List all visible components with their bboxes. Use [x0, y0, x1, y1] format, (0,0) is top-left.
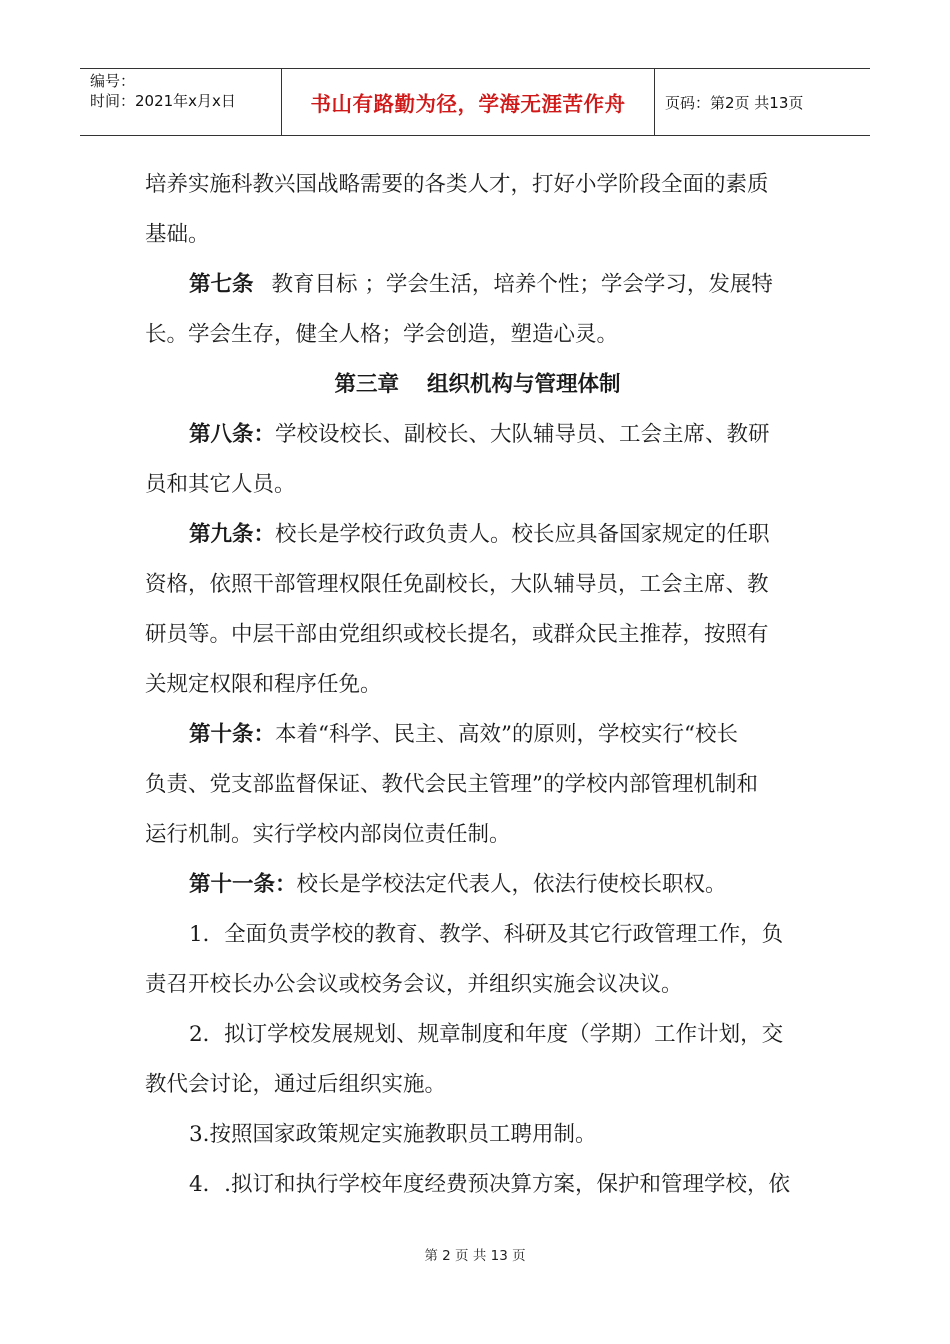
- article-11: [145, 860, 810, 910]
- paragraph-line: 员和其它人员。: [145, 472, 296, 497]
- chapter-heading: [145, 360, 810, 410]
- document-body: [145, 160, 810, 1210]
- document-number-label: 编号：: [90, 72, 136, 90]
- paragraph-line: 负责、党支部监督保证、教代会民主管理”的学校内部管理机制和: [145, 772, 758, 797]
- chapter-number: 第三章: [334, 372, 399, 397]
- header-motto-cell: [282, 69, 655, 135]
- article-text: 学校设校长、副校长、大队辅导员、工会主席、教研: [275, 422, 770, 447]
- header-motto: 书山有路勤为径，学海无涯苦作舟: [310, 92, 626, 116]
- paragraph-line: 运行机制。实行学校内部岗位责任制。: [145, 822, 511, 847]
- article-title: 第十一条：: [189, 872, 297, 897]
- list-item: 3.按照国家政策规定实施教职员工聘用制。: [189, 1122, 597, 1147]
- paragraph-line: 资格，依照干部管理权限任免副校长，大队辅导员，工会主席、教: [145, 572, 769, 597]
- article-title: 第九条：: [189, 522, 276, 547]
- article-title: 第八条：: [189, 422, 276, 447]
- list-item: 4．.拟订和执行学校年度经费预决算方案，保护和管理学校，依: [189, 1172, 791, 1197]
- article-text: 本着“科学、民主、高效”的原则，学校实行“校长: [275, 722, 738, 747]
- article-text: 校长是学校行政负责人。校长应具备国家规定的任职: [275, 522, 770, 547]
- article-10: [145, 710, 810, 760]
- header-page-cell: [655, 69, 870, 135]
- footer-page-number: 第 2 页 共 13 页: [424, 1248, 526, 1264]
- paragraph-line: 研员等。中层干部由党组织或校长提名，或群众民主推荐，按照有: [145, 622, 769, 647]
- paragraph-line: 教代会讨论，通过后组织实施。: [145, 1072, 447, 1097]
- paragraph-line: 关规定权限和程序任免。: [145, 672, 382, 697]
- header-page-label: 页码：第2页 共13页: [665, 93, 804, 112]
- article-8: [145, 410, 810, 460]
- page-footer: [0, 1244, 950, 1264]
- header-meta: [80, 69, 282, 135]
- paragraph-line: 责召开校长办公会议或校务会议，并组织实施会议决议。: [145, 972, 683, 997]
- article-7: [145, 260, 810, 310]
- chapter-title: 组织机构与管理体制: [427, 372, 621, 397]
- article-text: 校长是学校法定代表人，依法行使校长职权。: [296, 872, 727, 897]
- list-item: 1．全面负责学校的教育、教学、科研及其它行政管理工作，负: [189, 922, 784, 947]
- article-text: 教育目标 ；学会生活，培养个性；学会学习，发展特: [271, 272, 773, 297]
- document-header: [80, 68, 870, 136]
- document-time-label: 时间：2021年x月x日: [90, 92, 236, 110]
- paragraph-line: 长。学会生存，健全人格；学会创造，塑造心灵。: [145, 322, 619, 347]
- paragraph-line: 培养实施科教兴国战略需要的各类人才，打好小学阶段全面的素质: [145, 172, 769, 197]
- article-title: 第十条：: [189, 722, 276, 747]
- paragraph-line: 基础。: [145, 222, 210, 247]
- article-title: 第七条: [189, 272, 254, 297]
- list-item: 2．拟订学校发展规划、规章制度和年度（学期）工作计划，交: [189, 1022, 784, 1047]
- article-9: [145, 510, 810, 560]
